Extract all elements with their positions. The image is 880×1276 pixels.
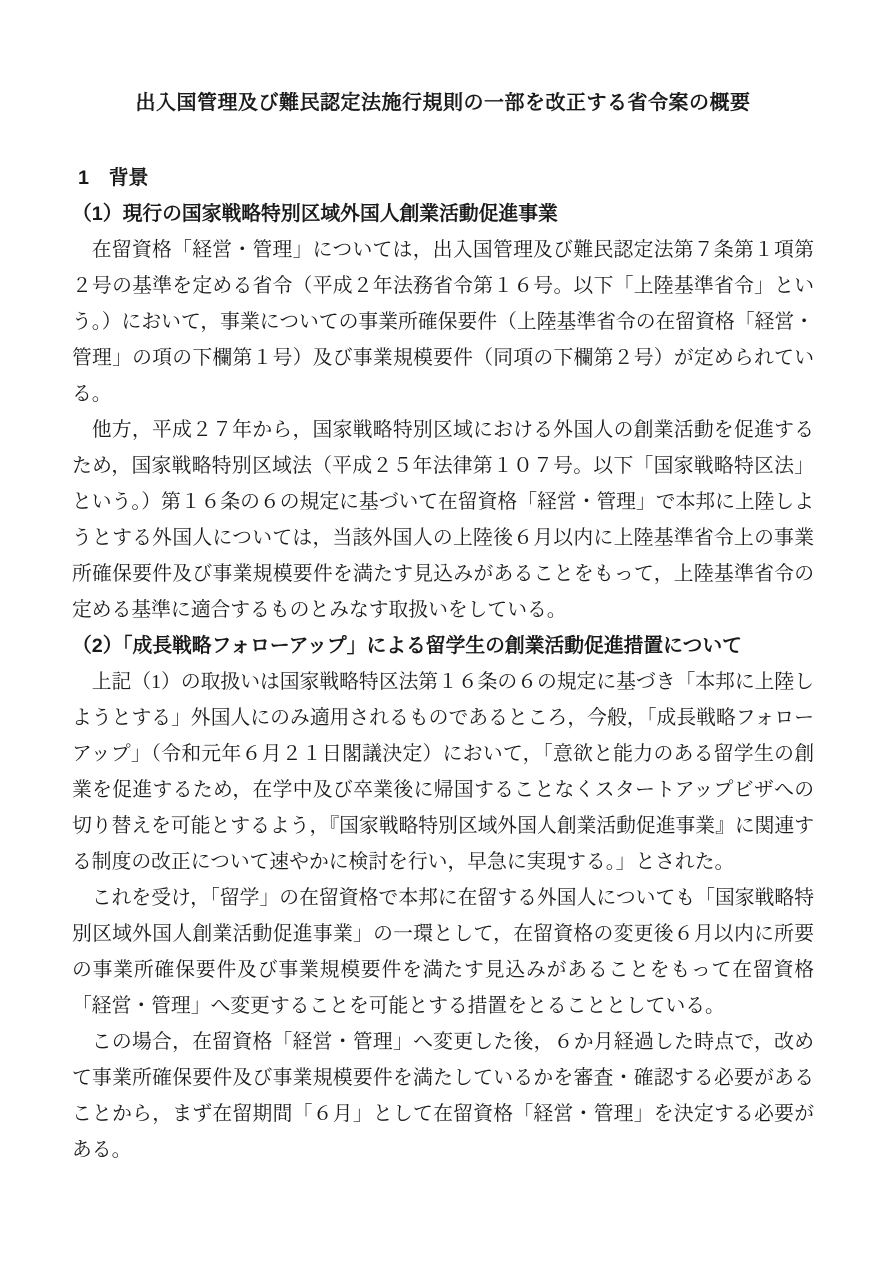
subsection-heading-current-program: （1）現行の国家戦略特別区域外国人創業活動促進事業	[72, 203, 558, 225]
paragraph-student-status-change: これを受け，「留学」の在留資格で本邦に在留する外国人についても「国家戦略特別区域外国人創業活動促進事業」の一環として，在留資格の変更後６月以内に所要の事業所確保要件及び事業規模要件を満たす見込みがあることをもって在留資格「経営・管理」へ変更することを可能とする措置をとることとしている。	[72, 887, 814, 1017]
paragraph-special-zone-law: 他方，平成２７年から，国家戦略特別区域における外国人の創業活動を促進するため，国家戦略特別区域法（平成２５年法律第１０７号。以下「国家戦略特区法」という。）第１６条の６の規定に基づいて在留資格「経営・管理」で本邦に上陸しようとする外国人については，当該外国人の上陸後６月以内に上陸基準省令上の事業所確保要件及び事業規模要件を満たす見込みがあることをもって，上陸基準省令の定める基準に適合するものとみなす取扱いをしている。	[72, 419, 814, 621]
paragraph-growth-strategy-followup: 上記（1）の取扱いは国家戦略特区法第１６条の６の規定に基づき「本邦に上陸しようとする」外国人にのみ適用されるものであるところ，今般，「成長戦略フォローアップ」（令和元年６月２１日閣議決定）において，「意欲と能力のある留学生の創業を促進するため，在学中及び卒業後に帰国することなくスタートアップビザへの切り替えを可能とするよう，『国家戦略特別区域外国人創業活動促進事業』に関連する制度の改正について速やかに検討を行い，早急に実現する。」とされた。	[72, 671, 814, 873]
paragraph-landing-criteria: 在留資格「経営・管理」については，出入国管理及び難民認定法第７条第１項第２号の基準を定める省令（平成２年法務省令第１６号。以下「上陸基準省令」という。）において，事業についての事業所確保要件（上陸基準省令の在留資格「経営・管理」の項の下欄第１号）及び事業規模要件（同項の下欄第２号）が定められている。	[72, 239, 814, 405]
subsection-heading-growth-strategy: （2）「成長戦略フォローアップ」による留学生の創業活動促進措置について	[72, 635, 742, 657]
section-heading-background: 1 背景	[78, 167, 149, 189]
paragraph-six-month-review: この場合，在留資格「経営・管理」へ変更した後，６か月経過した時点で，改めて事業所確保要件及び事業規模要件を満たしているかを審査・確認する必要があることから，まず在留期間「６月」として在留資格「経営・管理」を決定する必要がある。	[72, 1031, 814, 1161]
document-title: 出入国管理及び難民認定法施行規則の一部を改正する省令案の概要	[135, 92, 751, 114]
